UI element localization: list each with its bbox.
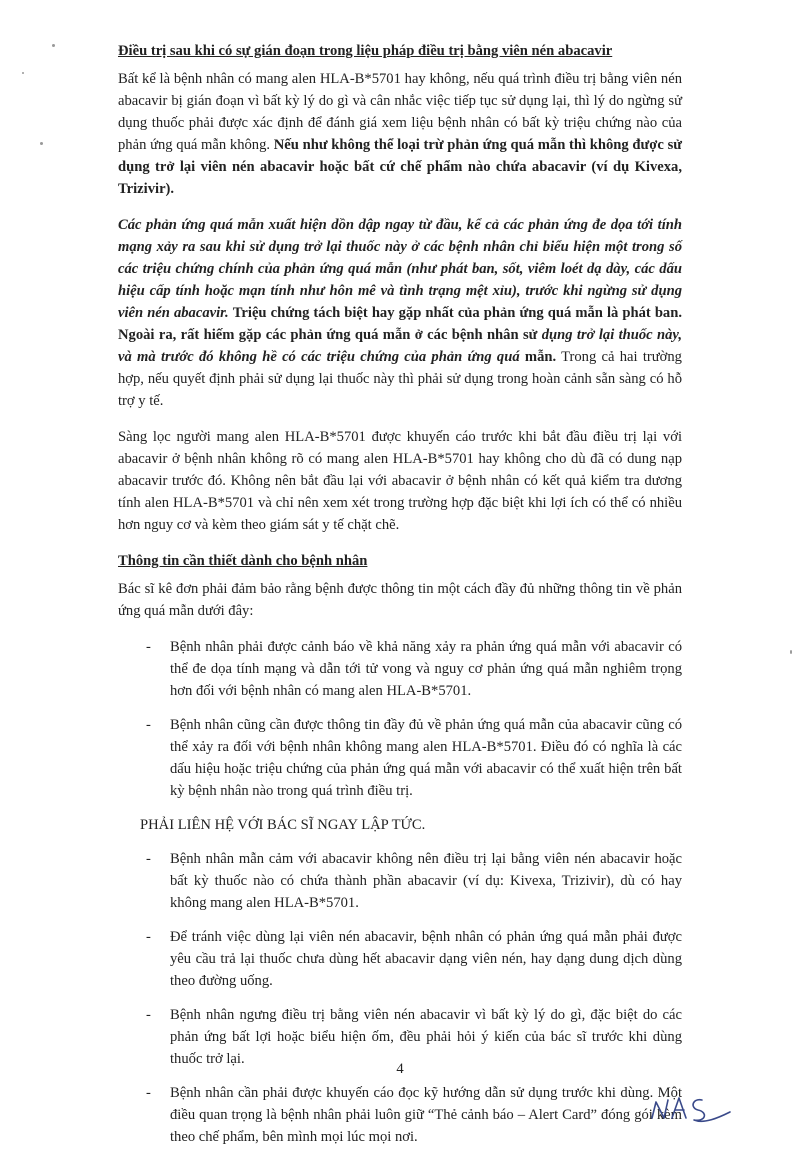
contact-doctor-line: PHẢI LIÊN HỆ VỚI BÁC SĨ NGAY LẬP TỨC.: [140, 817, 426, 833]
dash-bullet: -: [146, 639, 151, 655]
warning-text: mẫn.: [524, 349, 557, 365]
bullet-list-instructions: [118, 848, 682, 1148]
list-item: [118, 848, 682, 914]
paragraph-intro: Bác sĩ kê đơn phải đảm bảo rằng bệnh được thông tin một cách đầy đủ những thông tin về phản ứng quá mẫn dưới đây:: [118, 581, 682, 619]
list-item-text: Bệnh nhân cũng cần được thông tin đầy đủ về phản ứng quá mẫn của abacavir cũng có thể xảy ra đối với bệnh nhân không mang alen HLA-B*5701. Điều đó có nghĩa là các dấu hiệu hoặc triệu chứng của phản ứng quá mẫn với abacavir có thể xuất hiện trên bất kỳ bệnh nhân nào trong quá trình điều trị.: [170, 717, 682, 799]
list-item-text: Bệnh nhân mẫn cảm với abacavir không nên điều trị lại bằng viên nén abacavir hoặc bất kỳ thuốc nào có chứa thành phần abacavir (ví dụ: Kivexa, Trizivir), dù có hay không mang alen HLA-B*5701.: [170, 851, 682, 911]
list-item-text: Bệnh nhân phải được cảnh báo về khả năng xảy ra phản ứng quá mẫn với abacavir có thể đe dọa tính mạng và dẫn tới tử vong và nguy cơ phản ứng quá mẫn nghiêm trọng hơn đối với bệnh nhân có mang alen HLA-B*5701.: [170, 639, 682, 699]
list-item: [118, 636, 682, 702]
warning-text: Nếu như không thể loại trừ phản ứng quá mẫn thì không được sử dụng trở lại viên nén abacavir hoặc bất cứ chế phẩm nào chứa abacavir (ví dụ Kivexa, Trizivir).: [118, 137, 683, 197]
list-item-text: Để tránh việc dùng lại viên nén abacavir, bệnh nhân có phản ứng quá mẫn phải được yêu cầu trả lại thuốc chưa dùng hết abacavir dạng viên nén, hay dạng dung dịch dùng theo đường uống.: [170, 929, 682, 989]
list-item: [118, 1082, 682, 1148]
list-item: [118, 926, 682, 992]
scan-speck: [40, 142, 43, 145]
bullet-list-warnings: [118, 636, 682, 802]
list-item: [118, 714, 682, 802]
warning-text: Triệu chứng tách biệt hay gặp nhất của phản ứng quá mẫn là phát ban. Ngoài ra, rất hiếm gặp các phản ứng quá mẫn ở các bệnh nhân sử: [118, 305, 682, 343]
paragraph-screening: Sàng lọc người mang alen HLA-B*5701 được khuyến cáo trước khi bắt đầu điều trị lại với abacavir ở bệnh nhân không rõ có mang alen HLA-B*5701 hay không cho dù đã có dung nạp abacavir trước đó. Không nên bắt đầu lại với abacavir ở bệnh nhân có kết quả kiểm tra dương tính alen HLA-B*5701 và chỉ nên xem xét trong trường hợp đặc biệt khi lợi ích có thể có nhiều hơn nguy cơ và kèm theo giám sát y tế chặt chẽ.: [118, 429, 682, 533]
scan-speck: [790, 650, 792, 654]
dash-bullet: -: [146, 1007, 151, 1023]
scan-speck: [22, 72, 24, 74]
emphasis-text: Các phản ứng quá mẫn xuất hiện dồn dập ngay từ đầu, kể cả các phản ứng đe dọa tới tính mạng xảy ra sau khi sử dụng trở lại thuốc này ở các bệnh nhân chỉ biểu hiện một trong số các triệu chứng chính của phản ứng quá mẫn (như phát ban, sốt, viêm loét dạ dày, các dấu hiệu cấp tính hoặc mạn tính như hôn mê và tình trạng mệt xỉu), trước khi ngừng sử dụng viên nén abacavir.: [118, 217, 682, 321]
dash-bullet: -: [146, 1085, 151, 1101]
paragraph-text: Bất kể là bệnh nhân có mang alen HLA-B*5701 hay không, nếu quá trình điều trị bằng viên nén abacavir bị gián đoạn vì bất kỳ lý do gì và cân nhắc việc tiếp tục sử dụng lại, thì lý do ngừng sử dụng thuốc phải được xác định để đánh giá xem liệu bệnh nhân có bất kỳ triệu chứng nào của phản ứng quá mẫn không.: [118, 71, 682, 153]
page-number: 4: [396, 1061, 404, 1077]
paragraph-hypersensitivity-reactions: [118, 214, 682, 412]
dash-bullet: -: [146, 929, 151, 945]
emphasis-text: dụng trở lại thuốc này, và mà trước đó không hề có các triệu chứng của phản ứng quá: [118, 327, 683, 365]
section-heading-patient-information: Thông tin cần thiết dành cho bệnh nhân: [118, 553, 368, 569]
dash-bullet: -: [146, 851, 151, 867]
scan-speck: [52, 44, 55, 47]
section-heading-treatment-interruption: Điều trị sau khi có sự gián đoạn trong liệu pháp điều trị bằng viên nén abacavir: [118, 43, 613, 59]
paragraph-interruption: [118, 68, 682, 200]
dash-bullet: -: [146, 717, 151, 733]
list-item-text: Bệnh nhân ngưng điều trị bằng viên nén abacavir vì bất kỳ lý do gì, đặc biệt do các phản ứng bất lợi hoặc biểu hiện ốm, đều phải hỏi ý kiến của bác sĩ trước khi dùng thuốc trở lại.: [170, 1007, 682, 1067]
paragraph-text: Trong cả hai trường hợp, nếu quyết định phải sử dụng lại thuốc này thì phải sử dụng trong hoàn cảnh sẵn sàng có hỗ trợ y tế.: [118, 349, 682, 409]
list-item-text: Bệnh nhân cần phải được khuyến cáo đọc kỹ hướng dẫn sử dụng trước khi dùng. Một điều quan trọng là bệnh nhân phải luôn giữ “Thẻ cảnh báo – Alert Card” đóng gói kèm theo chế phẩm, bên mình mọi lúc mọi nơi.: [170, 1085, 682, 1145]
document-body: [118, 40, 682, 1160]
handwritten-signature: [646, 1088, 736, 1128]
